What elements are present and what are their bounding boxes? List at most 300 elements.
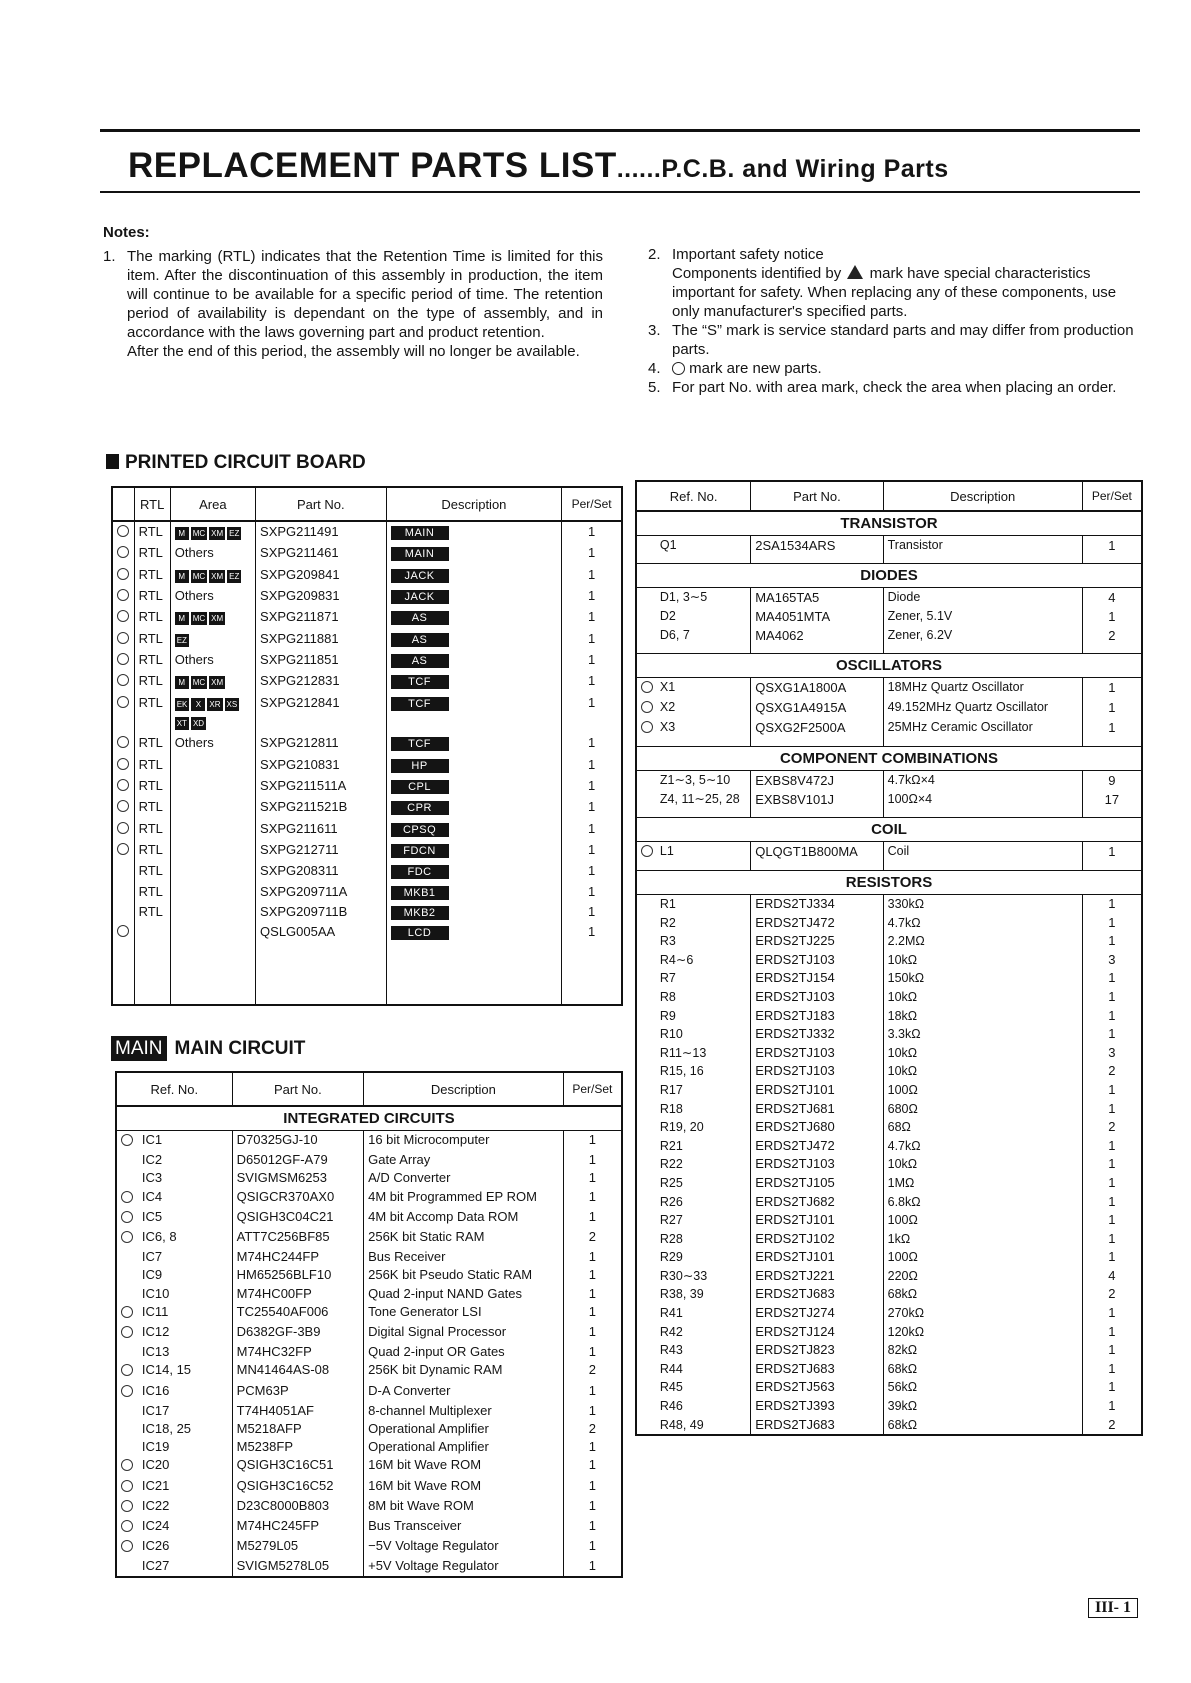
per-set: 1 [563,1303,622,1323]
table-row [116,1188,622,1208]
table-row [112,755,622,776]
area-cell [170,543,255,564]
description-cell [386,521,562,543]
new-mark-cell [116,1323,138,1343]
table-row [636,1155,1142,1174]
table-row [116,1169,622,1187]
ref-number: R42 [659,1324,683,1339]
description-cell [386,922,562,944]
col-header-per: Per/Set [562,487,622,521]
spacer-cell [656,645,751,654]
description: Gate Array [364,1151,564,1169]
ref-number: R15, 16 [659,1064,704,1079]
ref-number: R26 [659,1194,683,1209]
new-part-circle-icon [641,721,653,733]
col-header-part: Part No. [751,481,883,511]
table-row [636,1007,1142,1026]
table-row [636,1285,1142,1304]
spacer-cell [883,645,1082,654]
per-set: 1 [562,840,622,861]
area-cell [170,922,255,944]
area-tag: XM [211,529,224,538]
part-number: ERDS2TJ103 [751,988,883,1007]
spacer-cell [1082,738,1142,747]
new-mark-cell [636,1174,656,1193]
rtl-cell: RTL [134,650,170,671]
new-part-circle-icon [641,681,653,693]
description: Operational Amplifier [364,1420,564,1438]
new-mark-cell [116,1517,138,1537]
spacer-cell [883,809,1082,818]
ref-number: R22 [659,1157,683,1172]
per-set: 1 [1082,1193,1142,1212]
description: Quad 2-input OR Gates [364,1343,564,1361]
description: 220Ω [883,1267,1082,1286]
col-header-per: Per/Set [563,1072,622,1106]
ref-number: R3 [659,934,676,949]
table-row [636,842,1142,863]
per-set: 1 [562,902,622,922]
per-set: 1 [1082,1397,1142,1416]
col-header-ref: Ref. No. [636,481,751,511]
category-title: INTEGRATED CIRCUITS [283,1110,455,1127]
description: 10kΩ [883,1062,1082,1081]
table-row [636,1081,1142,1100]
board-label: TCF [391,737,449,751]
col-header-desc: Description [364,1072,564,1106]
filler-cell [112,944,134,1005]
description-cell [386,607,562,628]
spacer-row [636,645,1142,654]
table-row [116,1438,622,1456]
area-cell [170,861,255,881]
new-mark-cell [116,1151,138,1169]
new-mark-cell [116,1228,138,1248]
part-number: ERDS2TJ101 [751,1081,883,1100]
new-mark-cell [636,1137,656,1156]
per-set: 1 [563,1402,622,1420]
description: 2.2MΩ [883,932,1082,951]
per-set: 1 [1082,1081,1142,1100]
part-number: ERDS2TJ683 [751,1360,883,1379]
note-1: 1. The marking (RTL) indicates that the Retention Time is limited for this item. After the discontinuation of this assembly in production, the item will continue to be available for a specific period of time. The retention period of availability is dependant on the type of assembly, and in accordance with the laws governing part and product retention. After the end of this period, the assembly will no longer be available. [103,248,603,360]
part-number: SXPG212811 [256,733,387,754]
per-set: 1 [562,650,622,671]
new-mark-cell [636,951,656,970]
area-tag: XM [211,571,224,581]
ref-number: IC4 [141,1188,163,1204]
part-number: ERDS2TJ102 [751,1230,883,1249]
new-mark-cell [636,842,656,863]
ref-number: IC27 [141,1558,170,1574]
part-number: SVIGMSM6253 [232,1169,363,1187]
part-number: M5238FP [232,1438,363,1456]
new-mark-cell [116,1188,138,1208]
per-set: 1 [563,1343,622,1361]
per-set: 1 [563,1438,622,1456]
per-set: 1 [1082,1100,1142,1119]
board-label: CPR [391,801,449,815]
board-label: CPSQ [391,823,449,837]
part-number: ERDS2TJ334 [751,895,883,914]
table-row [116,1402,622,1420]
part-number: SXPG211871 [256,607,387,628]
new-mark-cell [636,1397,656,1416]
per-set: 1 [1082,1304,1142,1323]
new-mark-cell [116,1420,138,1438]
new-mark-cell [636,588,656,608]
part-number: QLQGT1B800MA [751,842,883,863]
rtl-cell: RTL [134,861,170,881]
part-number: ERDS2TJ101 [751,1248,883,1267]
board-label: AS [391,611,449,625]
table-row [116,1537,622,1557]
description: 100Ω [883,1248,1082,1267]
description: A/D Converter [364,1169,564,1187]
part-number: 2SA1534ARS [751,536,883,556]
rtl-cell: RTL [134,902,170,922]
ref-number: X1 [659,680,676,694]
ref-number: R2 [659,915,676,930]
spacer-row [636,862,1142,871]
area-tag: MC [192,529,206,538]
new-mark-cell [636,1248,656,1267]
per-set: 1 [563,1188,622,1208]
new-mark-cell [636,914,656,933]
filler-cell [134,944,170,1005]
table-row [112,861,622,881]
new-mark-cell [636,1341,656,1360]
table-row [636,790,1142,809]
per-set: 1 [562,671,622,692]
per-set: 1 [1082,1248,1142,1267]
description: 256K bit Dynamic RAM [364,1361,564,1381]
table-row [636,771,1142,791]
rtl-cell: RTL [134,819,170,840]
area-tag: M [175,570,189,583]
ref-number: X3 [659,720,676,734]
table-row [112,607,622,628]
area-text: Others [174,652,214,668]
rtl-cell: RTL [134,671,170,692]
spacer-cell [1082,862,1142,871]
per-set: 9 [1082,771,1142,791]
part-number: SXPG210831 [256,755,387,776]
new-mark-cell [116,1285,138,1303]
table-row [116,1557,622,1576]
note-3: 3. The “S” mark is service standard parts and may differ from production parts. [648,322,1134,358]
pcb-heading: PRINTED CIRCUIT BOARD [106,452,366,474]
new-part-circle-icon [117,822,129,834]
new-part-circle-icon [121,1480,133,1492]
ref-number: D6, 7 [659,628,690,642]
area-tag: MC [192,614,206,624]
per-set: 1 [562,586,622,607]
new-mark-cell [636,1304,656,1323]
table-row [112,543,622,564]
part-number: MN41464AS-08 [232,1361,363,1381]
table-row [116,1343,622,1361]
ref-number: D1, 3∼5 [659,590,708,604]
description: 25MHz Ceramic Oscillator [883,718,1082,738]
part-number: SXPG211851 [256,650,387,671]
new-part-circle-icon [117,589,129,601]
per-set: 1 [562,629,622,650]
table-row [116,1131,622,1152]
note-5: 5. For part No. with area mark, check the area when placing an order. [648,379,1117,396]
part-number: ERDS2TJ393 [751,1397,883,1416]
per-set: 1 [1082,1230,1142,1249]
area-tag: EZ [229,571,240,581]
part-number: SXPG211521B [256,797,387,818]
table-row [636,895,1142,914]
main-circuit-table [115,1071,623,1578]
rtl-cell: RTL [134,797,170,818]
table-row [636,1341,1142,1360]
per-set: 4 [1082,1267,1142,1286]
part-number: EXBS8V101J [751,790,883,809]
category-row [636,654,1142,678]
description: 16M bit Wave ROM [364,1456,564,1476]
spacer-cell [1082,555,1142,564]
description: Operational Amplifier [364,1438,564,1456]
area-cell [170,840,255,861]
part-number: ERDS2TJ101 [751,1211,883,1230]
new-mark-cell [636,1267,656,1286]
area-tag: MC [192,678,206,688]
col-header-ref: Ref. No. [116,1072,232,1106]
new-part-circle-icon [121,1364,133,1376]
area-cell [170,882,255,902]
new-mark-cell [116,1537,138,1557]
per-set: 1 [1082,842,1142,863]
description: 1kΩ [883,1230,1082,1249]
new-mark-cell [112,922,134,944]
description: Bus Transceiver [364,1517,564,1537]
spacer-cell [1082,645,1142,654]
table-row [636,932,1142,951]
part-number: ERDS2TJ154 [751,969,883,988]
table-row [112,840,622,861]
notes-heading: Notes: [103,224,150,241]
new-part-circle-icon [121,1134,133,1146]
description: 68kΩ [883,1285,1082,1304]
new-mark-cell [116,1169,138,1187]
area-text: Others [174,735,214,751]
area-cell [170,607,255,628]
part-number: SXPG212711 [256,840,387,861]
ref-number: IC24 [141,1518,170,1534]
description: 270kΩ [883,1304,1082,1323]
table-row [636,588,1142,608]
part-number: ERDS2TJ563 [751,1378,883,1397]
per-set: 1 [1082,718,1142,738]
per-set: 1 [563,1248,622,1266]
rtl-cell: RTL [134,521,170,543]
per-set: 2 [1082,1118,1142,1137]
col-header-rtl: RTL [134,487,170,521]
part-number: QSIGH3C16C51 [232,1456,363,1476]
new-mark-cell [112,565,134,586]
board-label: CPL [391,780,449,794]
part-number: ERDS2TJ683 [751,1416,883,1436]
part-number: ERDS2TJ472 [751,914,883,933]
ref-number: R9 [659,1008,676,1023]
table-row [636,1323,1142,1342]
per-set: 1 [563,1557,622,1576]
table-row [116,1208,622,1228]
description: 100Ω [883,1211,1082,1230]
description-cell [386,797,562,818]
board-label: MKB2 [391,906,449,920]
description: 4.7kΩ×4 [883,771,1082,791]
ref-number: IC13 [141,1344,170,1360]
new-mark-cell [112,819,134,840]
new-mark-cell [112,797,134,818]
square-bullet-icon [106,454,119,469]
part-number: ATT7C256BF85 [232,1228,363,1248]
new-mark-cell [636,626,656,645]
area-tag: XT [176,719,187,729]
new-mark-cell [112,755,134,776]
spacer-cell [636,555,656,564]
table-row [112,629,622,650]
category-title: OSCILLATORS [835,657,943,674]
part-number: SXPG208311 [256,861,387,881]
spacer-cell [751,809,883,818]
part-number: D6382GF-3B9 [232,1323,363,1343]
area-cell [170,565,255,586]
table-row [112,586,622,607]
category-title: TRANSISTOR [840,515,938,532]
col-header-desc: Description [386,487,562,521]
description: 56kΩ [883,1378,1082,1397]
table-row [636,1397,1142,1416]
new-mark-cell [116,1303,138,1323]
description: 330kΩ [883,895,1082,914]
area-tag: XD [192,719,205,729]
table-row [116,1361,622,1381]
new-part-circle-icon [121,1500,133,1512]
part-number: MA165TA5 [751,588,883,608]
per-set: 2 [1082,626,1142,645]
part-number: PCM63P [232,1382,363,1402]
part-number: ERDS2TJ221 [751,1267,883,1286]
description-cell [386,565,562,586]
table-row [116,1420,622,1438]
ref-number: R19, 20 [659,1120,704,1135]
new-mark-cell [112,586,134,607]
table-row [636,607,1142,626]
board-label: LCD [391,926,449,940]
table-row [636,914,1142,933]
ref-number: IC20 [141,1457,170,1473]
part-number: M74HC244FP [232,1248,363,1266]
part-number: SXPG211611 [256,819,387,840]
area-cell [170,819,255,840]
new-mark-cell [636,1360,656,1379]
new-mark-cell [636,1081,656,1100]
new-mark-cell [636,1007,656,1026]
note-2: 2. Important safety notice Components identified by mark have special characteristics important for safety. When replacing any of these components, use only manufacturer's specified parts. [648,246,1117,320]
main-badge: MAIN [111,1036,167,1061]
category-row [636,871,1142,895]
part-number: ERDS2TJ683 [751,1285,883,1304]
part-number: MA4062 [751,626,883,645]
area-tag: EK [176,699,188,709]
description-cell [386,755,562,776]
category-title: RESISTORS [845,874,933,891]
ref-number: IC12 [141,1324,170,1340]
area-cell [170,755,255,776]
new-part-circle-icon [121,1326,133,1338]
description-cell [386,586,562,607]
part-number: HM65256BLF10 [232,1266,363,1284]
table-row [112,902,622,922]
part-number: SXPG211491 [256,521,387,543]
per-set: 1 [1082,1360,1142,1379]
table-row [636,1211,1142,1230]
rtl-cell: RTL [134,776,170,797]
ref-number: D2 [659,609,676,623]
per-set: 1 [1082,895,1142,914]
part-number: D70325GJ-10 [232,1131,363,1152]
per-set: 1 [1082,932,1142,951]
table-row [636,951,1142,970]
new-mark-cell [636,1323,656,1342]
ref-number: IC1 [141,1132,163,1147]
spacer-cell [656,738,751,747]
description: 4M bit Programmed EP ROM [364,1188,564,1208]
rtl-cell: RTL [134,543,170,564]
new-mark-cell [636,1155,656,1174]
new-mark-cell [636,1285,656,1304]
category-row [636,747,1142,771]
new-part-circle-icon [641,845,653,857]
category-title: COIL [871,821,907,838]
new-mark-cell [116,1438,138,1456]
per-set: 1 [1082,1007,1142,1026]
rtl-cell: RTL [134,565,170,586]
per-set: 2 [563,1420,622,1438]
spacer-cell [883,555,1082,564]
per-set: 17 [1082,790,1142,809]
per-set: 1 [1082,1137,1142,1156]
part-number: D23C8000B803 [232,1497,363,1517]
per-set: 1 [563,1497,622,1517]
rtl-cell: RTL [134,733,170,754]
spacer-cell [1082,809,1142,818]
description: 10kΩ [883,1044,1082,1063]
new-part-circle-icon [121,1231,133,1243]
part-number: MA4051MTA [751,607,883,626]
col-header-area: Area [170,487,255,521]
new-mark-cell [636,1193,656,1212]
board-label: MAIN [391,526,449,540]
right-table-rows [636,511,1142,1435]
description: 150kΩ [883,969,1082,988]
table-row [112,776,622,797]
table-row [636,1062,1142,1081]
ref-number: R41 [659,1306,683,1321]
table-row [112,693,622,734]
area-cell [170,586,255,607]
table-row [636,1360,1142,1379]
description: 10kΩ [883,1155,1082,1174]
board-label: TCF [391,675,449,689]
page-title: REPLACEMENT PARTS LIST......P.C.B. and Wiring Parts [128,146,949,185]
ref-number: R11∼13 [659,1045,707,1060]
